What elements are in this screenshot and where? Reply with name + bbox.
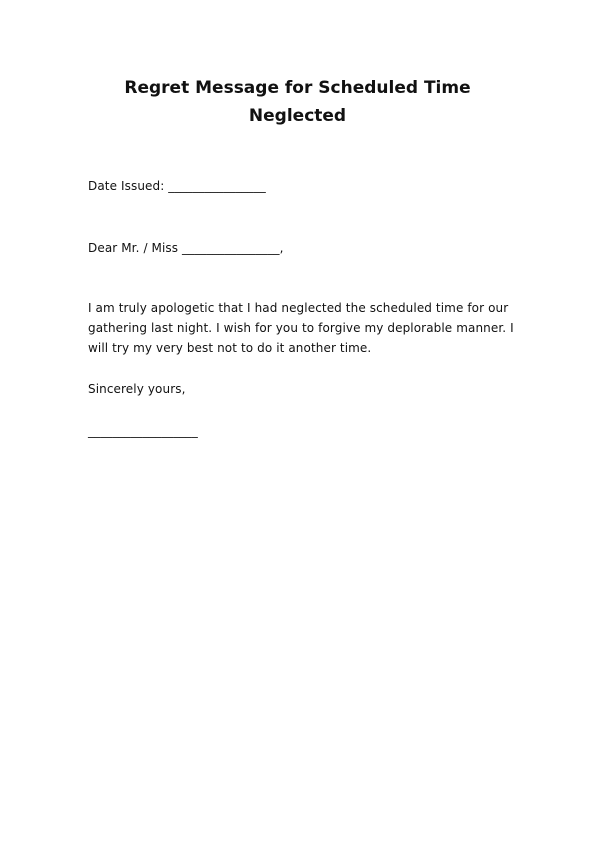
body-line-2: gathering last night. I wish for you to forgive my deplorable manner. I [88, 321, 514, 335]
title-line-2: Neglected [248, 106, 347, 126]
signature-line: __________________ [88, 424, 198, 438]
date-issued-line: Date Issued: ________________ [88, 179, 266, 193]
page-title [0, 74, 595, 130]
body-line-3: will try my very best not to do it another time. [88, 341, 372, 355]
title-line-1: Regret Message for Scheduled Time [124, 78, 471, 98]
body-line-1: I am truly apologetic that I had neglected the scheduled time for our [88, 301, 509, 315]
closing-line: Sincerely yours, [88, 382, 186, 396]
salutation-line: Dear Mr. / Miss ________________, [88, 241, 284, 255]
body-paragraph [88, 298, 513, 358]
